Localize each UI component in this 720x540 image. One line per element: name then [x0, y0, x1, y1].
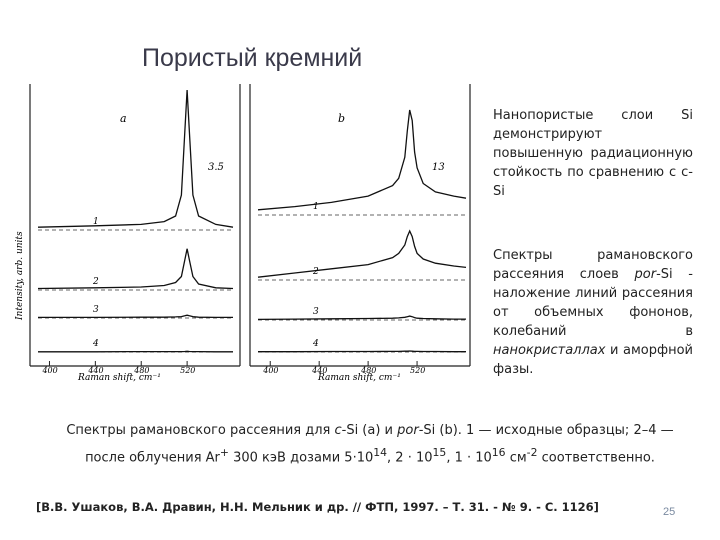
caption-part: -Si (a) и — [341, 423, 398, 438]
caption-part: + — [219, 446, 229, 459]
caption-part: , 2 · 10 — [387, 450, 433, 466]
spectrum-line-2 — [258, 231, 466, 277]
series-label: 2 — [313, 267, 319, 277]
caption-part: 16 — [491, 446, 506, 459]
series-label: 4 — [93, 339, 99, 349]
series-label: 2 — [93, 277, 99, 287]
series-label: 3 — [93, 305, 99, 315]
spectrum-line-1 — [38, 90, 233, 227]
panel-a-ylabel: Intensity, arb. units — [15, 231, 25, 320]
caption-part: Спектры рамановского рассеяния для — [66, 423, 335, 438]
panel-a-label: a — [120, 112, 127, 125]
series-label: 4 — [313, 339, 319, 349]
side-text-part: -Si - наложение линий рассеяния от объемных фононов, колебаний в — [493, 267, 693, 339]
panel-b-label: b — [338, 112, 346, 125]
caption-part: , 1 · 10 — [446, 450, 492, 466]
x-tick-label: 400 — [42, 366, 58, 375]
side-text-part: и аморфной фазы. — [493, 343, 693, 377]
caption-part: -Si (b). 1 — исходные образцы; 2–4 — — [418, 423, 674, 438]
series-label: 1 — [313, 202, 319, 212]
x-tick-label: 400 — [263, 366, 279, 375]
x-tick-label: 480 — [134, 366, 150, 375]
panel-b-xlabel: Raman shift, cm⁻¹ — [318, 373, 401, 383]
x-tick-label: 440 — [312, 366, 328, 375]
spectrum-line-3 — [38, 315, 233, 317]
caption-part: -2 — [526, 446, 538, 459]
spectrum-line-1 — [258, 110, 466, 210]
side-text-part: нанокристаллах — [493, 343, 606, 358]
spectrum-line-2 — [38, 249, 233, 289]
slide-title: Пористый кремний — [142, 44, 363, 72]
reference-citation: [В.В. Ушаков, В.А. Дравин, Н.Н. Мельник и др. // ФТП, 1997. – Т. 31. - № 9. - С. 1126] — [36, 500, 599, 514]
side-text-part: Спектры рамановского рассеяния слоев — [493, 248, 693, 282]
x-tick-label: 440 — [88, 366, 104, 375]
x-tick-label: 520 — [410, 366, 426, 375]
caption-part: 300 кэВ дозами 5·10 — [228, 450, 374, 466]
panel-a — [15, 84, 240, 383]
panel-b — [250, 84, 470, 383]
side-text-spectra — [493, 246, 693, 379]
side-text-part: por — [634, 267, 657, 282]
caption-part: 15 — [432, 446, 447, 459]
figure-caption — [30, 420, 710, 469]
caption-part: соответственно. — [537, 450, 655, 466]
series-label: 3 — [313, 307, 319, 317]
caption-part: c — [334, 423, 342, 438]
panel-a-xlabel: Raman shift, cm⁻¹ — [78, 373, 161, 383]
caption-part: после облучения Ar — [85, 450, 220, 466]
spectrum-line-4 — [38, 351, 233, 352]
spectrum-line-4 — [258, 351, 466, 352]
series-label: 1 — [93, 217, 99, 227]
x-tick-label: 520 — [180, 366, 196, 375]
side-text-radiation: Нанопористые слои Si демонстрируют повышенную радиационную стойкость по сравнению с c-Si — [493, 108, 693, 199]
raman-spectra-figure — [8, 80, 488, 392]
x-tick-label: 480 — [361, 366, 377, 375]
caption-part: см — [505, 450, 527, 466]
panel-a-annotation: 3.5 — [208, 162, 224, 173]
panel-b-annotation: 13 — [432, 162, 445, 173]
caption-part: 14 — [373, 446, 388, 459]
page-number: 25 — [663, 506, 676, 518]
caption-part: por — [397, 423, 419, 438]
spectrum-line-3 — [258, 316, 466, 319]
